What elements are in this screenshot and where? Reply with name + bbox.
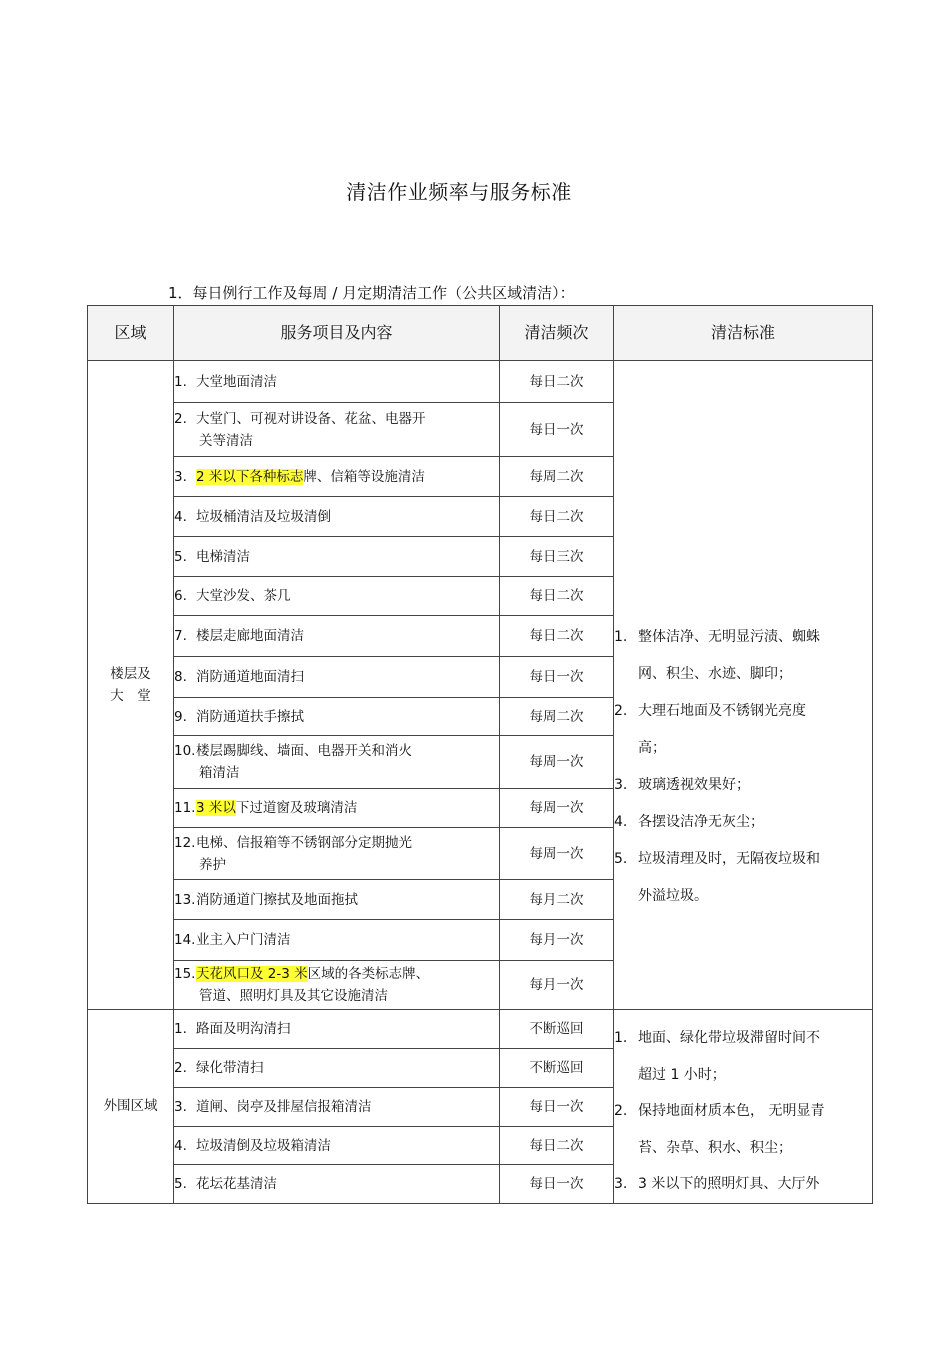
- item-text: 大堂地面清洁: [196, 373, 277, 390]
- region-label: 楼层及: [110, 666, 151, 682]
- frequency-cell: 每日二次: [500, 616, 614, 657]
- item-number: 14.: [174, 932, 196, 948]
- service-item: [174, 657, 500, 698]
- standard-number: 3.: [614, 776, 628, 793]
- region-label: 大 堂: [110, 688, 151, 704]
- item-text: 垃圾桶清洁及垃圾清倒: [196, 508, 331, 525]
- item-number: 4.: [174, 1137, 187, 1154]
- item-number: 15.: [174, 966, 196, 982]
- standard-text: 3 米以下的照明灯具、大厅外: [638, 1176, 820, 1192]
- frequency-cell: 每周一次: [500, 828, 614, 880]
- item-number: 2.: [174, 1059, 187, 1076]
- service-item: [174, 828, 500, 880]
- service-item: [174, 1126, 500, 1164]
- service-item: [174, 537, 500, 577]
- document-title: 清洁作业频率与服务标准: [346, 180, 572, 204]
- frequency-cell: 每周二次: [500, 698, 614, 736]
- header-items: 服务项目及内容: [174, 306, 500, 361]
- standard-number: 2.: [614, 1103, 628, 1119]
- standard-text-continued: 苔、杂草、积水、积尘；: [638, 1139, 792, 1156]
- standard-item: [614, 619, 872, 693]
- item-number: 11.: [174, 800, 196, 816]
- service-item: [174, 577, 500, 616]
- standard-number: 2.: [614, 702, 628, 719]
- item-text: 下过道窗及玻璃清洁: [235, 800, 358, 816]
- item-number: 10.: [174, 743, 196, 759]
- service-item: [174, 1165, 500, 1203]
- region-cell: 外围区域: [88, 1010, 174, 1204]
- item-text-continued: 箱清洁: [199, 765, 240, 781]
- frequency-cell: 每日一次: [500, 1165, 614, 1203]
- frequency-cell: 每日一次: [500, 403, 614, 457]
- standard-text: 大理石地面及不锈钢光亮度: [638, 702, 806, 719]
- table-row: [88, 361, 873, 403]
- item-text-continued: 管道、照明灯具及其它设施清洁: [199, 988, 388, 1004]
- item-number: 5.: [174, 548, 187, 565]
- standard-text: 各摆设洁净无灰尘；: [638, 813, 764, 830]
- standard-text-continued: 超过 1 小时；: [638, 1066, 726, 1083]
- section-heading: 1．每日例行工作及每周 / 月定期清洁工作（公共区域清洁）：: [168, 284, 575, 302]
- item-number: 7.: [174, 628, 187, 644]
- standard-number: 4.: [614, 813, 628, 830]
- service-item: [174, 1010, 500, 1049]
- item-number: 1.: [174, 1021, 187, 1038]
- frequency-cell: 每周一次: [500, 789, 614, 828]
- service-item: [174, 457, 500, 497]
- standard-text: 垃圾清理及时，无隔夜垃圾和: [638, 850, 820, 867]
- item-number: 2.: [174, 410, 187, 427]
- frequency-cell: 每月二次: [500, 880, 614, 920]
- service-item: [174, 789, 500, 828]
- service-item: [174, 920, 500, 961]
- frequency-cell: 每日二次: [500, 577, 614, 616]
- item-text: 大堂门、可视对讲设备、花盆、电器开: [196, 410, 426, 427]
- item-text: 路面及明沟清扫: [196, 1021, 291, 1038]
- item-text: 消防通道门擦拭及地面拖拭: [196, 891, 358, 908]
- standard-text: 玻璃透视效果好；: [638, 776, 750, 793]
- service-item: [174, 361, 500, 403]
- frequency-cell: 每日一次: [500, 657, 614, 698]
- item-number: 3.: [174, 468, 187, 485]
- standard-number: 1.: [614, 1030, 628, 1046]
- table-header-row: [88, 306, 873, 361]
- item-number: 5.: [174, 1175, 187, 1192]
- standard-list: [614, 1010, 872, 1203]
- standard-text: 整体洁净、无明显污渍、蜘蛛: [638, 628, 820, 645]
- header-region: 区域: [88, 306, 174, 361]
- item-number: 3.: [174, 1098, 187, 1115]
- service-item: [174, 403, 500, 457]
- item-text: 绿化带清扫: [196, 1059, 264, 1076]
- standard-text-continued: 外溢垃圾。: [638, 887, 708, 904]
- region-cell: [88, 361, 174, 1010]
- highlighted-text: 3 米以: [196, 800, 236, 816]
- cleaning-standard-cell: [614, 1010, 873, 1204]
- item-text: 道闸、岗亭及排屋信报箱清洁: [196, 1098, 372, 1115]
- frequency-cell: 每月一次: [500, 961, 614, 1010]
- standard-item: [614, 693, 872, 767]
- frequency-cell: 每日一次: [500, 1087, 614, 1126]
- item-text: 楼层走廊地面清洁: [196, 628, 304, 644]
- standard-list: [614, 456, 872, 915]
- standard-item: [614, 1166, 872, 1203]
- item-text: 电梯清洁: [196, 548, 250, 565]
- item-number: 12.: [174, 834, 196, 851]
- item-number: 1.: [174, 373, 187, 390]
- table-row: [88, 1010, 873, 1049]
- item-text: 电梯、信报箱等不锈钢部分定期抛光: [196, 834, 412, 851]
- item-number: 9.: [174, 708, 187, 725]
- item-number: 6.: [174, 588, 187, 604]
- frequency-cell: 每日二次: [500, 497, 614, 537]
- frequency-cell: 每日三次: [500, 537, 614, 577]
- item-number: 13.: [174, 891, 196, 908]
- standard-text-continued: 高；: [638, 739, 666, 756]
- item-text: 消防通道扶手擦拭: [196, 708, 304, 725]
- item-text: 垃圾清倒及垃圾箱清洁: [196, 1137, 331, 1154]
- frequency-cell: 不断巡回: [500, 1049, 614, 1087]
- standard-number: 5.: [614, 850, 628, 867]
- item-text: 消防通道地面清扫: [196, 669, 304, 685]
- header-frequency: 清洁频次: [500, 306, 614, 361]
- service-item: [174, 880, 500, 920]
- standard-text: 保持地面材质本色， 无明显青: [638, 1103, 825, 1119]
- header-standard: 清洁标准: [614, 306, 873, 361]
- service-item: [174, 497, 500, 537]
- item-number: 8.: [174, 669, 187, 685]
- standard-item: [614, 1093, 872, 1166]
- service-item: [174, 1049, 500, 1087]
- item-text: 大堂沙发、茶几: [196, 588, 291, 604]
- service-item: [174, 1087, 500, 1126]
- standard-item: [614, 767, 872, 804]
- standard-number: 1.: [614, 628, 628, 645]
- item-number: 4.: [174, 508, 187, 525]
- service-item: [174, 698, 500, 736]
- item-text: 区域的各类标志牌、: [307, 966, 430, 982]
- standard-item: [614, 804, 872, 841]
- service-item: [174, 736, 500, 789]
- cleaning-standard-cell: [614, 361, 873, 1010]
- standard-text-continued: 网、积尘、水迹、脚印；: [638, 665, 792, 682]
- highlighted-text: 天花风口及 2-3 米: [196, 966, 308, 982]
- highlighted-text: 2 米以下各种标志: [196, 468, 304, 485]
- frequency-cell: 每日二次: [500, 1126, 614, 1164]
- standard-item: [614, 841, 872, 915]
- service-item: [174, 616, 500, 657]
- frequency-cell: 每日二次: [500, 361, 614, 403]
- service-item: [174, 961, 500, 1010]
- item-text: 楼层踢脚线、墙面、电器开关和消火: [196, 743, 412, 759]
- frequency-cell: 每周二次: [500, 457, 614, 497]
- item-text: 牌、信箱等设施清洁: [303, 468, 425, 485]
- item-text: 业主入户门清洁: [196, 932, 291, 948]
- item-text-continued: 养护: [199, 856, 226, 873]
- standard-item: [614, 1020, 872, 1093]
- item-text-continued: 关等清洁: [199, 432, 253, 449]
- standard-number: 3.: [614, 1176, 628, 1192]
- frequency-cell: 每月一次: [500, 920, 614, 961]
- item-text: 花坛花基清洁: [196, 1175, 277, 1192]
- frequency-cell: 不断巡回: [500, 1010, 614, 1049]
- frequency-cell: 每周一次: [500, 736, 614, 789]
- standard-text: 地面、绿化带垃圾滞留时间不: [638, 1030, 820, 1046]
- cleaning-standards-table: [87, 305, 873, 1204]
